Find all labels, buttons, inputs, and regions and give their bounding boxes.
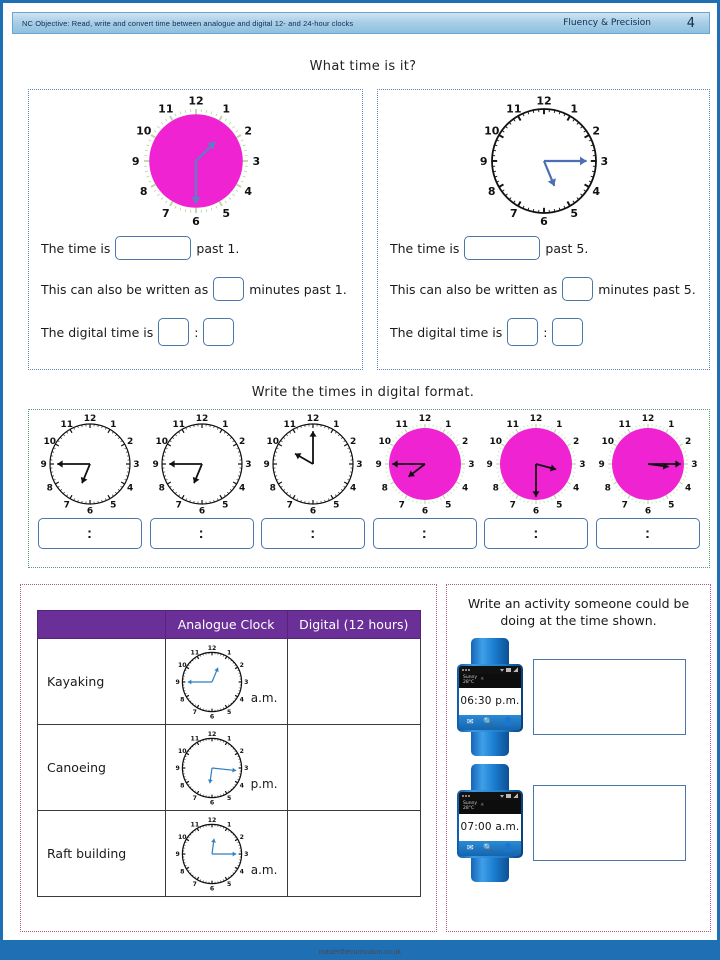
svg-text:10: 10 [177, 747, 187, 755]
svg-text:10: 10 [43, 436, 57, 447]
watch-icon-bar [459, 715, 521, 730]
section2-title: Write the times in digital format. [251, 385, 475, 400]
svg-text:12: 12 [83, 414, 97, 424]
label-the-time-is: The time is [41, 240, 111, 256]
svg-text:9: 9 [263, 460, 270, 471]
label-past-1: past 1. [196, 240, 240, 256]
watch-time-display: 07:00 a.m. [459, 814, 521, 841]
svg-text:7: 7 [175, 500, 182, 511]
label-can-also-be-written: This can also be written as [41, 281, 209, 297]
svg-text:2: 2 [243, 124, 252, 138]
svg-text:8: 8 [493, 483, 500, 494]
label-minutes-past-5: minutes past 5. [598, 281, 696, 297]
svg-text:12: 12 [535, 96, 552, 108]
svg-text:7: 7 [161, 207, 170, 221]
digital-answer-box[interactable] [261, 518, 365, 549]
digital-answer-box[interactable] [596, 518, 700, 549]
svg-text:10: 10 [135, 124, 151, 138]
answer-box-digital-minute[interactable] [203, 318, 234, 346]
svg-text:12: 12 [418, 414, 432, 424]
activity-table-panel [20, 584, 437, 932]
search-icon[interactable]: 🔍 [483, 843, 494, 853]
svg-text:9: 9 [375, 460, 382, 471]
analogue-clock [152, 414, 252, 514]
watch-status-bar [459, 666, 521, 674]
svg-text:1: 1 [668, 419, 675, 430]
footer-url: masterthecurriculum.co.uk [318, 949, 402, 956]
analogue-clock-cell [165, 725, 287, 811]
svg-text:3: 3 [579, 460, 586, 471]
watch-weather [459, 800, 521, 814]
sentence-time-is [390, 236, 709, 260]
svg-text:2: 2 [461, 436, 469, 447]
watch-weather [459, 674, 521, 688]
svg-text:8: 8 [46, 483, 53, 494]
svg-text:5: 5 [569, 207, 578, 221]
svg-text:10: 10 [489, 436, 503, 447]
svg-text:1: 1 [221, 419, 228, 430]
label-minutes-past-1: minutes past 1. [249, 281, 347, 297]
answer-box-minutes[interactable] [562, 277, 593, 301]
meridiem-label: p.m. [250, 776, 278, 791]
watch-body [457, 790, 523, 858]
sentence-written-as [390, 277, 709, 301]
watch-row [447, 764, 710, 882]
svg-text:5: 5 [444, 500, 452, 511]
clock-answer-cell [596, 414, 700, 549]
watch-row [447, 638, 710, 756]
svg-text:8: 8 [139, 185, 148, 199]
svg-text:3: 3 [133, 460, 140, 471]
svg-text:9: 9 [131, 154, 140, 168]
label-past-5: past 5. [545, 240, 589, 256]
svg-text:7: 7 [398, 500, 405, 511]
svg-text:3: 3 [244, 460, 252, 471]
svg-text:4: 4 [243, 185, 252, 199]
svg-text:7: 7 [509, 207, 518, 221]
svg-text:7: 7 [192, 880, 197, 888]
svg-text:8: 8 [487, 185, 496, 199]
strand-label: Fluency & Precision [563, 18, 651, 28]
svg-text:6: 6 [86, 506, 94, 514]
svg-text:6: 6 [421, 506, 428, 514]
analogue-clock [486, 414, 586, 514]
answer-box-time-words[interactable] [464, 236, 540, 260]
svg-text:12: 12 [207, 730, 216, 738]
weather-text: Sunny 28°C [463, 800, 478, 811]
digital-answer-cell[interactable] [287, 811, 420, 897]
svg-text:6: 6 [209, 885, 214, 891]
svg-text:3: 3 [599, 154, 608, 168]
label-the-time-is: The time is [390, 240, 460, 256]
svg-text:3: 3 [691, 460, 698, 471]
svg-text:1: 1 [333, 419, 340, 430]
analogue-clock [175, 731, 249, 805]
digital-separator: : [87, 525, 93, 542]
svg-text:1: 1 [444, 419, 452, 430]
svg-text:4: 4 [350, 483, 357, 494]
svg-text:1: 1 [556, 419, 563, 430]
svg-text:12: 12 [530, 414, 543, 424]
answer-box-time-words[interactable] [115, 236, 191, 260]
digital-answer-box[interactable] [373, 518, 477, 549]
digital-answer-box[interactable] [484, 518, 588, 549]
svg-text:2: 2 [591, 124, 600, 138]
svg-text:2: 2 [239, 747, 244, 755]
svg-text:6: 6 [209, 799, 214, 805]
clock-graphic-container [29, 96, 362, 226]
svg-text:11: 11 [618, 419, 632, 430]
meridiem-label: a.m. [250, 862, 278, 877]
svg-text:12: 12 [187, 96, 204, 108]
sun-icon: ☼ [480, 803, 485, 809]
table-row [38, 725, 421, 811]
answer-box-digital-minute[interactable] [552, 318, 583, 346]
svg-text:6: 6 [644, 506, 652, 514]
sun-icon: ☼ [480, 677, 485, 683]
svg-text:9: 9 [479, 154, 488, 168]
signal-icons [500, 793, 518, 798]
digital-answer-box[interactable] [38, 518, 142, 549]
svg-text:2: 2 [127, 436, 134, 447]
svg-text:2: 2 [685, 436, 692, 447]
svg-text:7: 7 [510, 500, 517, 511]
digital-separator: : [543, 324, 548, 340]
svg-text:6: 6 [533, 506, 540, 514]
section1-title: What time is it? [309, 59, 417, 74]
clock-answer-cell [150, 414, 254, 549]
svg-text:10: 10 [378, 436, 391, 447]
svg-text:5: 5 [221, 500, 228, 511]
analogue-clock [175, 817, 249, 891]
svg-text:5: 5 [221, 207, 230, 221]
svg-text:8: 8 [604, 483, 611, 494]
svg-text:4: 4 [461, 483, 469, 494]
digital-separator: : [644, 525, 651, 542]
svg-text:9: 9 [598, 460, 605, 471]
activity-name-cell: Canoeing [38, 725, 166, 811]
digital-separator: : [533, 525, 540, 542]
svg-text:8: 8 [158, 483, 165, 494]
activity-answer-box[interactable] [533, 659, 686, 735]
svg-text:8: 8 [179, 781, 185, 789]
svg-text:9: 9 [40, 460, 47, 471]
answer-box-minutes[interactable] [213, 277, 244, 301]
svg-text:8: 8 [179, 867, 185, 875]
svg-text:12: 12 [207, 816, 217, 824]
svg-text:9: 9 [175, 678, 180, 686]
mail-icon[interactable]: ✉ [466, 843, 474, 853]
svg-text:4: 4 [573, 483, 580, 494]
svg-text:2: 2 [239, 833, 244, 841]
analogue-clock [479, 96, 609, 226]
nc-objective-text: NC Objective: Read, write and convert time between analogue and digital 12- and 24-hour clocks [22, 18, 354, 28]
svg-text:5: 5 [226, 708, 232, 716]
meridiem-label: a.m. [250, 690, 278, 705]
analogue-clock-cell [165, 639, 287, 725]
digital-answer-cell[interactable] [287, 639, 420, 725]
svg-text:10: 10 [155, 436, 168, 447]
svg-text:8: 8 [179, 695, 185, 703]
sentence-list [390, 236, 709, 346]
sentence-time-is [41, 236, 362, 260]
answer-box-digital-hour[interactable] [507, 318, 538, 346]
svg-text:8: 8 [381, 483, 388, 494]
analogue-clock [263, 414, 363, 514]
svg-text:4: 4 [239, 695, 244, 703]
svg-text:11: 11 [505, 102, 521, 116]
svg-text:9: 9 [486, 460, 494, 471]
analogue-clock [40, 414, 140, 514]
clock-answer-cell [261, 414, 365, 549]
sentence-written-as [41, 277, 362, 301]
watch-body [457, 664, 523, 732]
page-number: 4 [686, 15, 695, 31]
person-icon[interactable]: 👤 [503, 843, 514, 853]
svg-text:3: 3 [356, 460, 363, 471]
svg-text:6: 6 [209, 713, 214, 719]
sentence-list [41, 236, 362, 346]
analogue-clock [375, 414, 475, 514]
table-header-digital: Digital (12 hours) [287, 611, 420, 639]
svg-text:11: 11 [190, 648, 199, 656]
watch-screen [459, 666, 521, 730]
svg-text:10: 10 [601, 436, 615, 447]
clock-graphic-container [378, 96, 709, 226]
svg-text:5: 5 [556, 500, 563, 511]
svg-text:6: 6 [310, 506, 317, 514]
label-digital-time-is: The digital time is [390, 324, 503, 340]
svg-text:1: 1 [226, 734, 231, 742]
analogue-clock [598, 414, 698, 514]
digital-separator: : [198, 525, 205, 542]
status-dots-icon [462, 669, 470, 671]
svg-text:11: 11 [190, 734, 199, 742]
watch-status-bar [459, 792, 521, 800]
svg-text:10: 10 [266, 436, 280, 447]
watch-list [447, 638, 710, 882]
svg-text:4: 4 [238, 483, 245, 494]
svg-text:5: 5 [333, 500, 340, 511]
svg-text:3: 3 [243, 764, 249, 772]
analogue-clock-cell [165, 811, 287, 897]
svg-text:3: 3 [251, 154, 260, 168]
activity-table [37, 610, 421, 897]
question-panel-1 [28, 89, 363, 370]
clock-answer-cell [38, 414, 142, 549]
person-icon[interactable]: 👤 [503, 717, 514, 727]
status-dots-icon [462, 795, 470, 797]
clock-answer-cell [484, 414, 588, 549]
svg-text:2: 2 [238, 436, 245, 447]
table-header-row [38, 611, 421, 639]
svg-text:7: 7 [192, 708, 197, 716]
svg-text:3: 3 [243, 850, 249, 858]
svg-text:11: 11 [283, 419, 297, 430]
svg-text:1: 1 [226, 648, 232, 656]
svg-text:12: 12 [641, 414, 655, 424]
svg-text:4: 4 [239, 867, 244, 875]
svg-text:12: 12 [207, 644, 217, 652]
clock-answer-cell [373, 414, 477, 549]
table-header-activity [38, 611, 166, 639]
svg-text:10: 10 [177, 833, 187, 841]
svg-text:5: 5 [110, 500, 117, 511]
watch-screen [459, 792, 521, 856]
svg-text:1: 1 [221, 102, 230, 116]
svg-text:2: 2 [239, 661, 244, 669]
smartwatch-graphic [457, 638, 523, 756]
watch-panel-prompt: Write an activity someone could be doing at the time shown. [467, 596, 690, 628]
svg-text:12: 12 [306, 414, 320, 424]
answer-box-digital-hour[interactable] [158, 318, 189, 346]
activity-name-cell: Raft building [38, 811, 166, 897]
svg-text:4: 4 [685, 483, 692, 494]
svg-text:11: 11 [190, 820, 199, 828]
svg-text:7: 7 [621, 500, 628, 511]
svg-text:10: 10 [483, 124, 499, 138]
section2-panel [28, 409, 710, 568]
svg-text:7: 7 [286, 500, 294, 511]
digital-answer-cell[interactable] [287, 725, 420, 811]
svg-text:1: 1 [110, 419, 117, 430]
svg-text:11: 11 [157, 102, 173, 116]
svg-text:9: 9 [152, 460, 159, 471]
table-row [38, 639, 421, 725]
watch-time-display: 06:30 p.m. [459, 688, 521, 715]
svg-text:7: 7 [192, 794, 197, 802]
svg-text:10: 10 [177, 661, 187, 669]
svg-text:6: 6 [191, 215, 200, 226]
activity-name-cell: Kayaking [38, 639, 166, 725]
table-row [38, 811, 421, 897]
svg-text:5: 5 [226, 794, 231, 802]
svg-text:3: 3 [243, 678, 249, 686]
label-digital-time-is: The digital time is [41, 324, 154, 340]
header-bar [12, 12, 710, 34]
svg-text:6: 6 [198, 506, 205, 514]
signal-icons [500, 667, 518, 672]
svg-text:2: 2 [573, 436, 580, 447]
svg-text:4: 4 [591, 185, 600, 199]
question-panel-2 [377, 89, 710, 370]
svg-text:5: 5 [226, 880, 232, 888]
svg-text:8: 8 [269, 483, 277, 494]
sentence-digital-time [41, 318, 362, 346]
digital-separator: : [310, 525, 317, 542]
svg-text:5: 5 [668, 500, 675, 511]
label-can-also-be-written: This can also be written as [390, 281, 558, 297]
smartwatch-graphic [457, 764, 523, 882]
analogue-clock [131, 96, 261, 226]
mail-icon[interactable]: ✉ [466, 717, 474, 727]
svg-text:1: 1 [226, 820, 232, 828]
svg-text:11: 11 [172, 419, 185, 430]
svg-text:11: 11 [395, 419, 408, 430]
svg-text:7: 7 [63, 500, 70, 511]
svg-text:2: 2 [350, 436, 357, 447]
watch-icon-bar [459, 841, 521, 856]
svg-text:9: 9 [175, 764, 180, 772]
svg-text:3: 3 [468, 460, 475, 471]
activity-answer-box[interactable] [533, 785, 686, 861]
watch-activity-panel [446, 584, 711, 932]
search-icon[interactable]: 🔍 [483, 717, 494, 727]
svg-text:11: 11 [60, 419, 74, 430]
digital-separator: : [421, 525, 428, 542]
weather-text: Sunny 28°C [463, 674, 478, 685]
svg-text:1: 1 [569, 102, 578, 116]
svg-text:4: 4 [127, 483, 134, 494]
table-header-analogue: Analogue Clock [165, 611, 287, 639]
sentence-digital-time [390, 318, 709, 346]
digital-separator: : [194, 324, 199, 340]
svg-text:6: 6 [539, 215, 548, 226]
digital-answer-box[interactable] [150, 518, 254, 549]
clock-grid [29, 410, 709, 549]
analogue-clock [175, 645, 249, 719]
svg-text:4: 4 [239, 781, 244, 789]
svg-text:11: 11 [506, 419, 520, 430]
svg-text:9: 9 [175, 850, 180, 858]
svg-text:12: 12 [195, 414, 208, 424]
